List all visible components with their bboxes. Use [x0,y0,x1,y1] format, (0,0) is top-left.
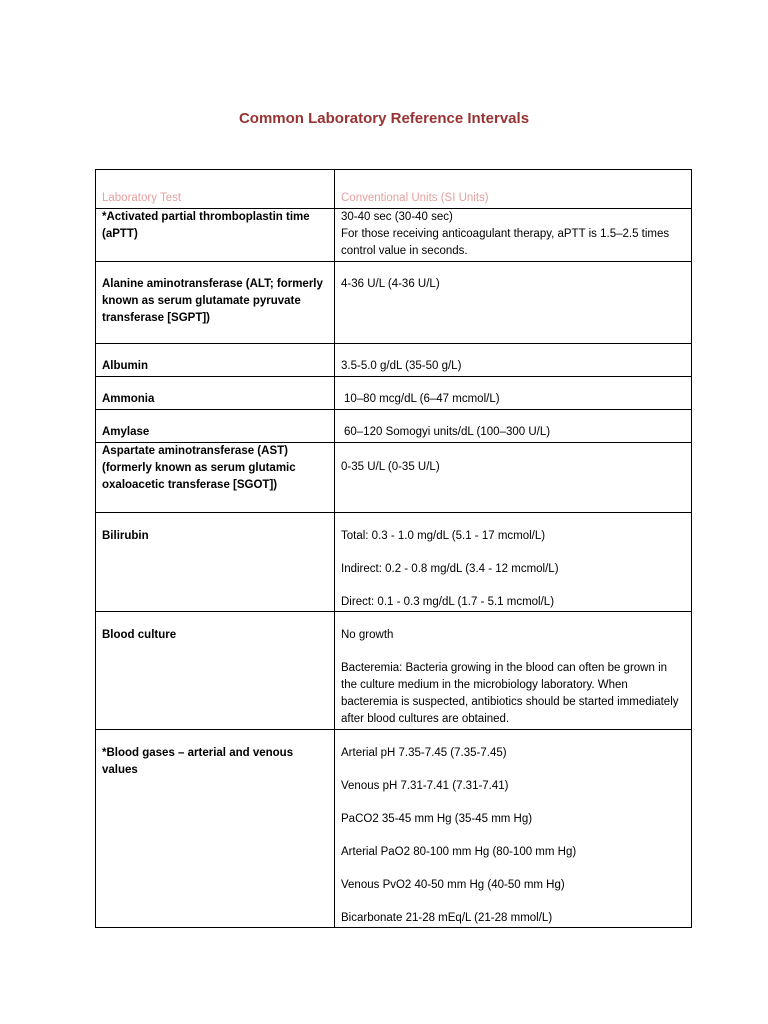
value-line: 0-35 U/L (0-35 U/L) [341,461,440,473]
value-line: 10–80 mcg/dL (6–47 mcmol/L) [344,393,500,405]
table-row [96,443,692,513]
table-row [96,377,692,410]
table-row [96,262,692,344]
value-line: Venous pH 7.31-7.41 (7.31-7.41) [341,780,509,792]
test-values [335,443,692,513]
test-values [335,730,692,928]
table-row [96,730,692,928]
value-line: Indirect: 0.2 - 0.8 mg/dL (3.4 - 12 mcmol/L) [341,563,559,575]
value-line: For those receiving anticoagulant therapy, aPTT is 1.5–2.5 times control value in seconds. [341,228,670,257]
test-name: Aspartate aminotransferase (AST) (formerly known as serum glutamic oxaloacetic transferase [SGOT]) [96,443,335,513]
value-line: Arterial PaO2 80-100 mm Hg (80-100 mm Hg) [341,846,577,858]
value-line: 60–120 Somogyi units/dL (100–300 U/L) [344,426,551,438]
test-values [335,344,692,377]
page-title: Common Laboratory Reference Intervals [238,110,530,127]
table-row [96,209,692,262]
column-header-units: Conventional Units (SI Units) [335,170,692,209]
value-line: Arterial pH 7.35-7.45 (7.35-7.45) [341,747,507,759]
reference-table [95,169,692,928]
test-name: Bilirubin [96,513,335,612]
table-row [96,612,692,730]
table-row [96,513,692,612]
test-name: Blood culture [96,612,335,730]
value-line: 3.5-5.0 g/dL (35-50 g/L) [341,360,462,372]
table-row [96,410,692,443]
value-line: Total: 0.3 - 1.0 mg/dL (5.1 - 17 mcmol/L) [341,530,546,542]
test-name: *Blood gases – arterial and venous values [96,730,335,928]
test-name: *Activated partial thromboplastin time (aPTT) [96,209,335,262]
test-name: Ammonia [96,377,335,410]
value-line: Venous PvO2 40-50 mm Hg (40-50 mm Hg) [341,879,565,891]
test-values [335,209,692,262]
table-header-row [96,170,692,209]
value-line: 4-36 U/L (4-36 U/L) [341,278,440,290]
value-line: Direct: 0.1 - 0.3 mg/dL (1.7 - 5.1 mcmol/L) [341,596,555,608]
test-values [335,410,692,443]
test-values [335,377,692,410]
test-values [335,612,692,730]
value-line: Bacteremia: Bacteria growing in the blood can often be grown in the culture medium in the microbiology laboratory. When bacteremia is suspected, antibiotics should be started immediately after blood cultures are obtained. [341,662,679,725]
value-line: No growth [341,629,394,641]
test-values [335,262,692,344]
test-name: Amylase [96,410,335,443]
column-header-test: Laboratory Test [96,170,335,209]
test-name: Alanine aminotransferase (ALT; formerly known as serum glutamate pyruvate transferase [SGPT]) [96,262,335,344]
value-line: 30-40 sec (30-40 sec) [341,211,453,223]
table-row [96,344,692,377]
value-line: Bicarbonate 21-28 mEq/L (21-28 mmol/L) [341,912,553,924]
value-line: PaCO2 35-45 mm Hg (35-45 mm Hg) [341,813,533,825]
test-values [335,513,692,612]
test-name: Albumin [96,344,335,377]
